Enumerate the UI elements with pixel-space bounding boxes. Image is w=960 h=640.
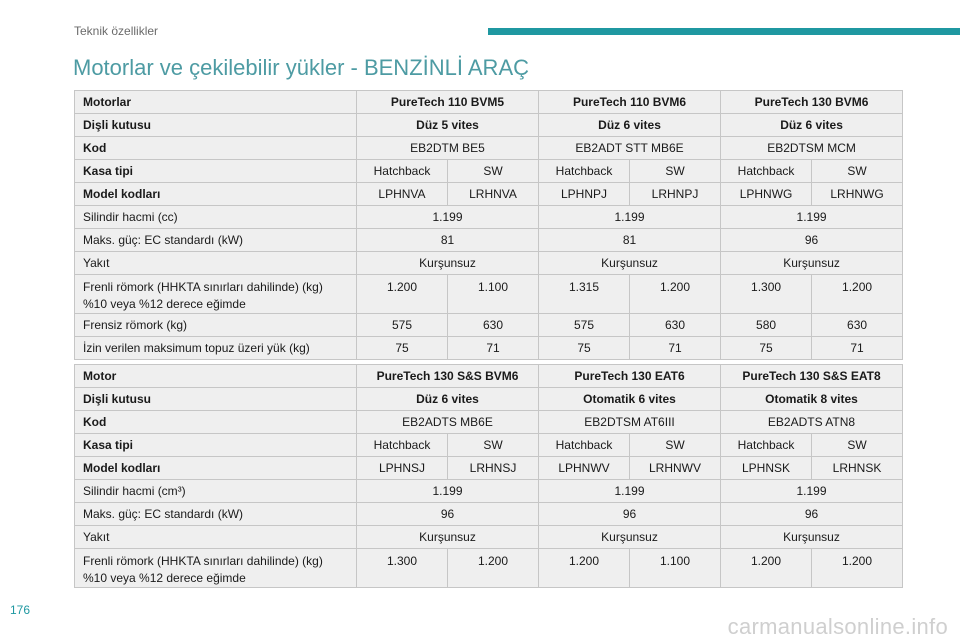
table-cell: Kurşunsuz: [539, 526, 721, 549]
table-cell: 575: [539, 314, 630, 337]
table-cell: Düz 6 vites: [721, 114, 903, 137]
table-row: [75, 434, 903, 457]
table-cell: LRHNVA: [448, 183, 539, 206]
row-label: Kasa tipi: [75, 434, 357, 457]
table-cell: LPHNWV: [539, 457, 630, 480]
table-cell: 1.200: [812, 549, 903, 588]
row-label: Frensiz römork (kg): [75, 314, 357, 337]
row-label: İzin verilen maksimum topuz üzeri yük (kg): [75, 337, 357, 360]
table-cell: Otomatik 6 vites: [539, 388, 721, 411]
table-cell: Otomatik 8 vites: [721, 388, 903, 411]
row-label: Dişli kutusu: [75, 114, 357, 137]
table-row: [75, 229, 903, 252]
table-row: [75, 388, 903, 411]
row-label: Kod: [75, 137, 357, 160]
row-label: Yakıt: [75, 252, 357, 275]
table-row: [75, 252, 903, 275]
table-row: [75, 526, 903, 549]
row-label: Maks. güç: EC standardı (kW): [75, 503, 357, 526]
table-cell: 630: [630, 314, 721, 337]
table-cell: 1.100: [448, 275, 539, 314]
table-cell: Hatchback: [539, 434, 630, 457]
table-cell: EB2DTSM MCM: [721, 137, 903, 160]
table-row: [75, 183, 903, 206]
table-cell: SW: [630, 160, 721, 183]
row-label: Model kodları: [75, 183, 357, 206]
table-cell: SW: [630, 434, 721, 457]
table-body: [75, 91, 903, 360]
table-cell: Hatchback: [721, 434, 812, 457]
table-cell: EB2DTSM AT6III: [539, 411, 721, 434]
table-row: [75, 160, 903, 183]
row-label: Dişli kutusu: [75, 388, 357, 411]
row-label: Frenli römork (HHKTA sınırları dahilinde) (kg) %10 veya %12 derece eğimde: [75, 549, 357, 588]
row-label: Kod: [75, 411, 357, 434]
table-cell: 1.200: [539, 549, 630, 588]
table-cell: Kurşunsuz: [539, 252, 721, 275]
row-label: Motor: [75, 365, 357, 388]
watermark: carmanualsonline.info: [727, 614, 948, 639]
table-row: [75, 365, 903, 388]
table-cell: Düz 5 vites: [357, 114, 539, 137]
table-cell: 81: [357, 229, 539, 252]
table-cell: LPHNPJ: [539, 183, 630, 206]
table-cell: 71: [630, 337, 721, 360]
table-row: [75, 114, 903, 137]
table-cell: LPHNWG: [721, 183, 812, 206]
table-cell: 1.200: [448, 549, 539, 588]
table-cell: PureTech 130 S&S BVM6: [357, 365, 539, 388]
table-row: [75, 503, 903, 526]
table-row: [75, 457, 903, 480]
table-cell: 630: [812, 314, 903, 337]
table-cell: 75: [721, 337, 812, 360]
table-row: [75, 411, 903, 434]
table-cell: 96: [357, 503, 539, 526]
table-cell: LPHNSK: [721, 457, 812, 480]
table-row: [75, 91, 903, 114]
table-cell: 71: [448, 337, 539, 360]
table-cell: Kurşunsuz: [721, 252, 903, 275]
table-cell: 575: [357, 314, 448, 337]
table-cell: 1.200: [630, 275, 721, 314]
table-cell: Hatchback: [721, 160, 812, 183]
table-cell: PureTech 130 EAT6: [539, 365, 721, 388]
table-cell: SW: [812, 160, 903, 183]
table-cell: 1.200: [812, 275, 903, 314]
table-cell: EB2ADT STT MB6E: [539, 137, 721, 160]
engine-spec-table-2: [74, 364, 903, 588]
table-cell: Düz 6 vites: [539, 114, 721, 137]
row-label: Model kodları: [75, 457, 357, 480]
table-cell: 630: [448, 314, 539, 337]
table-cell: 1.200: [721, 549, 812, 588]
table-cell: 580: [721, 314, 812, 337]
table-cell: Kurşunsuz: [357, 526, 539, 549]
table-cell: 81: [539, 229, 721, 252]
page-number: 176: [10, 603, 31, 617]
table-cell: Hatchback: [357, 434, 448, 457]
table-cell: Hatchback: [539, 160, 630, 183]
table-row: [75, 275, 903, 314]
table-cell: 75: [357, 337, 448, 360]
table-cell: 96: [721, 229, 903, 252]
table-cell: LPHNSJ: [357, 457, 448, 480]
table-cell: 75: [539, 337, 630, 360]
table-cell: 96: [539, 503, 721, 526]
table-cell: 1.200: [357, 275, 448, 314]
table-cell: EB2DTM BE5: [357, 137, 539, 160]
table-cell: 71: [812, 337, 903, 360]
table-cell: 1.300: [721, 275, 812, 314]
table-cell: 1.199: [357, 480, 539, 503]
table-cell: LPHNVA: [357, 183, 448, 206]
row-label: Kasa tipi: [75, 160, 357, 183]
table-row: [75, 480, 903, 503]
table-cell: 1.199: [539, 480, 721, 503]
engine-spec-table-1: [74, 90, 903, 360]
table-cell: 1.315: [539, 275, 630, 314]
table-cell: SW: [812, 434, 903, 457]
page-title: Motorlar ve çekilebilir yükler - BENZİNLİ ARAÇ: [73, 55, 530, 80]
table-cell: LRHNWV: [630, 457, 721, 480]
row-label: Motorlar: [75, 91, 357, 114]
table-cell: Düz 6 vites: [357, 388, 539, 411]
section-accent-bar: [488, 28, 960, 35]
table-cell: SW: [448, 160, 539, 183]
table-cell: PureTech 110 BVM5: [357, 91, 539, 114]
table-row: [75, 337, 903, 360]
table-row: [75, 314, 903, 337]
table-cell: 1.199: [539, 206, 721, 229]
row-label: Silindir hacmi (cm³): [75, 480, 357, 503]
table-cell: 1.199: [357, 206, 539, 229]
table-row: [75, 206, 903, 229]
row-label: Frenli römork (HHKTA sınırları dahilinde) (kg) %10 veya %12 derece eğimde: [75, 275, 357, 314]
table-cell: 96: [721, 503, 903, 526]
table-row: [75, 137, 903, 160]
row-label: Maks. güç: EC standardı (kW): [75, 229, 357, 252]
table-cell: LRHNSJ: [448, 457, 539, 480]
table-cell: PureTech 130 BVM6: [721, 91, 903, 114]
table-row: [75, 549, 903, 588]
table-cell: LRHNPJ: [630, 183, 721, 206]
section-label: Teknik özellikler: [74, 24, 159, 38]
table-cell: 1.300: [357, 549, 448, 588]
table-cell: Hatchback: [357, 160, 448, 183]
row-label: Silindir hacmi (cc): [75, 206, 357, 229]
table-cell: EB2ADTS MB6E: [357, 411, 539, 434]
table-cell: Kurşunsuz: [357, 252, 539, 275]
table-cell: LRHNWG: [812, 183, 903, 206]
table-cell: 1.100: [630, 549, 721, 588]
row-label: Yakıt: [75, 526, 357, 549]
table-cell: PureTech 130 S&S EAT8: [721, 365, 903, 388]
table-cell: LRHNSK: [812, 457, 903, 480]
table-cell: EB2ADTS ATN8: [721, 411, 903, 434]
table-cell: 1.199: [721, 206, 903, 229]
table-cell: 1.199: [721, 480, 903, 503]
table-cell: PureTech 110 BVM6: [539, 91, 721, 114]
table-cell: Kurşunsuz: [721, 526, 903, 549]
table-cell: SW: [448, 434, 539, 457]
table-body: [75, 365, 903, 588]
